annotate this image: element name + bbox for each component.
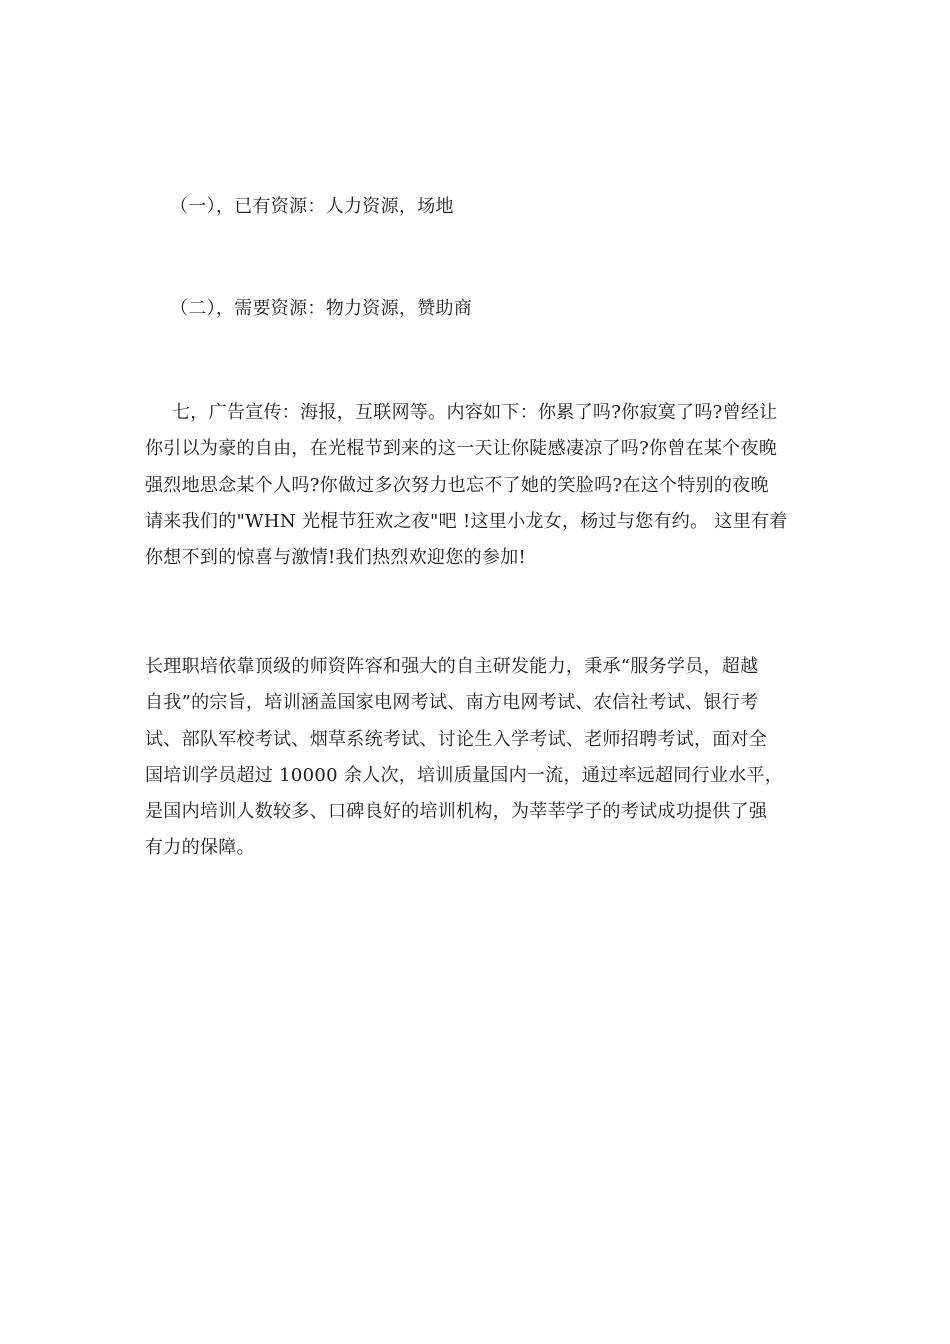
paragraph-line: 强烈地思念某个人吗?你做过多次努力也忘不了她的笑脸吗?在这个特别的夜晚	[145, 474, 769, 496]
paragraph-line: 七，广告宣传：海报，互联网等。内容如下：你累了吗?你寂寞了吗?曾经让	[172, 402, 778, 423]
paragraph-line: 国培训学员超过 10000 余人次，培训质量国内一流，通过率远超同行业水平，	[145, 764, 784, 786]
paragraph-line: 你引以为豪的自由，在光棍节到来的这一天让你陡感凄凉了吗?你曾在某个夜晚	[145, 438, 778, 460]
paragraph-line: 长理职培依靠顶级的师资阵容和强大的自主研发能力，秉承“服务学员，超越	[145, 656, 759, 677]
resource-existing-line: （一），已有资源：人力资源，场地	[170, 196, 454, 217]
paragraph-line: 你想不到的惊喜与激情!我们热烈欢迎您的参加!	[145, 547, 527, 569]
resource-needed-line: （二），需要资源：物力资源，赞助商	[170, 298, 473, 319]
promo-paragraph	[145, 649, 825, 867]
paragraph-line: 请来我们的"WHN 光棍节狂欢之夜"吧 !这里小龙女，杨过与您有约。 这里有着	[145, 510, 788, 532]
paragraph-line: 有力的保障。	[145, 837, 255, 859]
paragraph-line: 试、部队军校考试、烟草系统考试、讨论生入学考试、老师招聘考试，面对全	[145, 728, 768, 750]
paragraph-line: 是国内培训人数较多、口碑良好的培训机构，为莘莘学子的考试成功提供了强	[145, 801, 768, 823]
advertising-paragraph	[145, 395, 825, 576]
paragraph-line: 自我”的宗旨，培训涵盖国家电网考试、南方电网考试、农信社考试、银行考	[145, 692, 759, 714]
